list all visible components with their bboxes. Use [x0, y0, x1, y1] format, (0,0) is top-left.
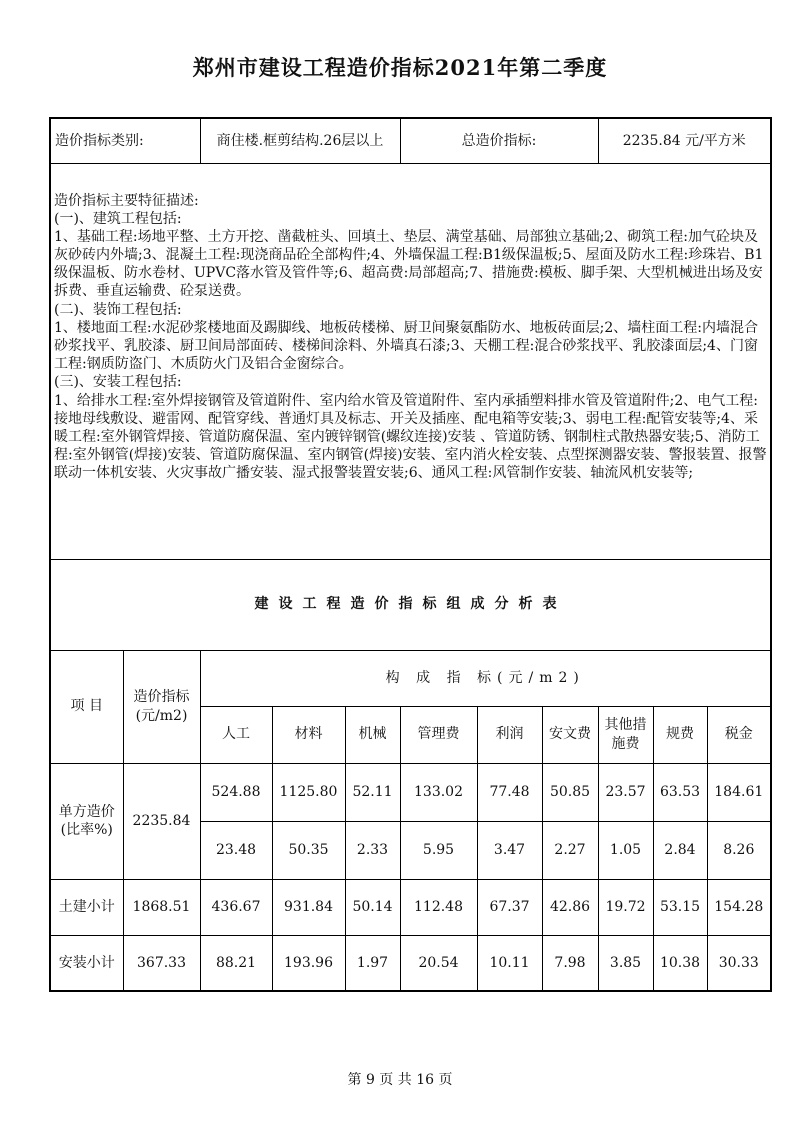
desc-line: 造价指标主要特征描述: — [54, 192, 199, 209]
table-cell: 436.67 — [200, 879, 272, 935]
item-header: 项 目 — [50, 650, 123, 763]
civil-subtotal-row — [50, 879, 771, 935]
table-cell: 53.15 — [653, 879, 707, 935]
table-cell: 2.33 — [345, 821, 400, 879]
install-subtotal-row — [50, 935, 771, 991]
table-cell: 193.96 — [272, 935, 345, 991]
table-cell: 50.85 — [542, 763, 598, 821]
install-total: 367.33 — [123, 935, 200, 991]
unit-total: 2235.84 — [123, 763, 200, 879]
col-header: 机械 — [345, 706, 400, 763]
desc-line: (一)、建筑工程包括: — [54, 210, 182, 227]
table-cell: 67.37 — [477, 879, 542, 935]
table-cell: 1.05 — [598, 821, 653, 879]
table-cell: 5.95 — [400, 821, 477, 879]
table-cell: 50.35 — [272, 821, 345, 879]
table-cell: 2.84 — [653, 821, 707, 879]
col-header: 安文费 — [542, 706, 598, 763]
description-row — [50, 163, 771, 559]
table-cell: 1.97 — [345, 935, 400, 991]
table-cell: 10.11 — [477, 935, 542, 991]
table-cell: 184.61 — [707, 763, 771, 821]
col-header: 管理费 — [400, 706, 477, 763]
column-header-row-1 — [50, 650, 771, 706]
description-block — [50, 163, 771, 559]
table-cell: 23.48 — [200, 821, 272, 879]
table-cell: 524.88 — [200, 763, 272, 821]
col-header: 材料 — [272, 706, 345, 763]
table-cell: 931.84 — [272, 879, 345, 935]
table-cell: 88.21 — [200, 935, 272, 991]
desc-line: 1、楼地面工程:水泥砂浆楼地面及踢脚线、地板砖楼梯、厨卫间聚氨酯防水、地板砖面层;2、墙柱面工程:内墙混合砂浆找平、乳胶漆、厨卫间局部面砖、楼梯间涂料、外墙真石漆;3、天棚工程:混合砂浆找平、乳胶漆面层;4、门窗工程:钢质防盗门、木质防火门及铝合金窗综合。 — [54, 319, 758, 373]
category-value: 商住楼.框剪结构.26层以上 — [200, 118, 400, 163]
table-cell: 63.53 — [653, 763, 707, 821]
total-label: 总造价指标: — [400, 118, 598, 163]
col-header: 其他措施费 — [598, 706, 653, 763]
table-cell: 3.85 — [598, 935, 653, 991]
table-cell: 23.57 — [598, 763, 653, 821]
analysis-title-row — [50, 559, 771, 650]
table-cell: 1125.80 — [272, 763, 345, 821]
table-cell: 50.14 — [345, 879, 400, 935]
civil-label: 土建小计 — [50, 879, 123, 935]
table-cell: 154.28 — [707, 879, 771, 935]
category-label: 造价指标类别: — [50, 118, 200, 163]
total-value: 2235.84 元/平方米 — [598, 118, 771, 163]
install-label: 安装小计 — [50, 935, 123, 991]
unit-row-label: 单方造价(比率%) — [50, 763, 123, 879]
desc-line: 1、基础工程:场地平整、土方开挖、凿截桩头、回填土、垫层、满堂基础、局部独立基础;2、砌筑工程:加气砼块及灰砂砖内外墙;3、混凝土工程:现浇商品砼全部构件;4、外墙保温工程:B1级保温板;5、屋面及防水工程:珍珠岩、B1级保温板、防水卷材、UPVC落水管及管件等;6、超高费:局部超高;7、措施费:模板、脚手架、大型机械进出场及安拆费、垂直运输费、砼泵送费。 — [54, 228, 764, 300]
page-number: 第 9 页 共 16 页 — [347, 1072, 453, 1088]
unit-cost-row — [50, 763, 771, 821]
table-cell: 52.11 — [345, 763, 400, 821]
table-cell: 133.02 — [400, 763, 477, 821]
table-cell: 20.54 — [400, 935, 477, 991]
table-cell: 3.47 — [477, 821, 542, 879]
index-header: 造价指标(元/m2) — [123, 650, 200, 763]
col-header: 规费 — [653, 706, 707, 763]
table-cell: 77.48 — [477, 763, 542, 821]
table-cell: 112.48 — [400, 879, 477, 935]
desc-line: 1、给排水工程:室外焊接钢管及管道附件、室内给水管及管道附件、室内承插塑料排水管及管道附件;2、电气工程:接地母线敷设、避雷网、配管穿线、普通灯具及标志、开关及插座、配电箱等安装;3、弱电工程:配管安装等;4、采暖工程:室外钢管焊接、管道防腐保温、室内镀锌钢管(螺纹连接)安装 、管道防锈、钢制柱式散热器安装;5、消防工程:室外钢管(焊接)安装、管道防腐保温、室内钢管(焊接)安装、室内消火栓安装、点型探测器安装、警报装置、报警联动一体机安装、火灾事故广播安装、湿式报警装置安装;6、通风工程:风管制作安装、轴流风机安装等; — [54, 392, 767, 482]
table-cell: 10.38 — [653, 935, 707, 991]
col-header: 利润 — [477, 706, 542, 763]
cost-index-table — [49, 117, 772, 992]
category-row — [50, 118, 771, 163]
compose-header: 构 成 指 标(元/m2) — [200, 650, 771, 706]
table-cell: 42.86 — [542, 879, 598, 935]
col-header: 人工 — [200, 706, 272, 763]
table-cell: 8.26 — [707, 821, 771, 879]
table-cell: 19.72 — [598, 879, 653, 935]
table-cell: 2.27 — [542, 821, 598, 879]
desc-line: (二)、装饰工程包括: — [54, 301, 182, 318]
civil-total: 1868.51 — [123, 879, 200, 935]
col-header: 税金 — [707, 706, 771, 763]
page-title: 郑州市建设工程造价指标2021年第二季度 — [192, 55, 608, 80]
table-cell: 7.98 — [542, 935, 598, 991]
table-cell: 30.33 — [707, 935, 771, 991]
desc-line: (三)、安装工程包括: — [54, 374, 182, 391]
analysis-title: 建设工程造价指标组成分析表 — [50, 559, 771, 650]
